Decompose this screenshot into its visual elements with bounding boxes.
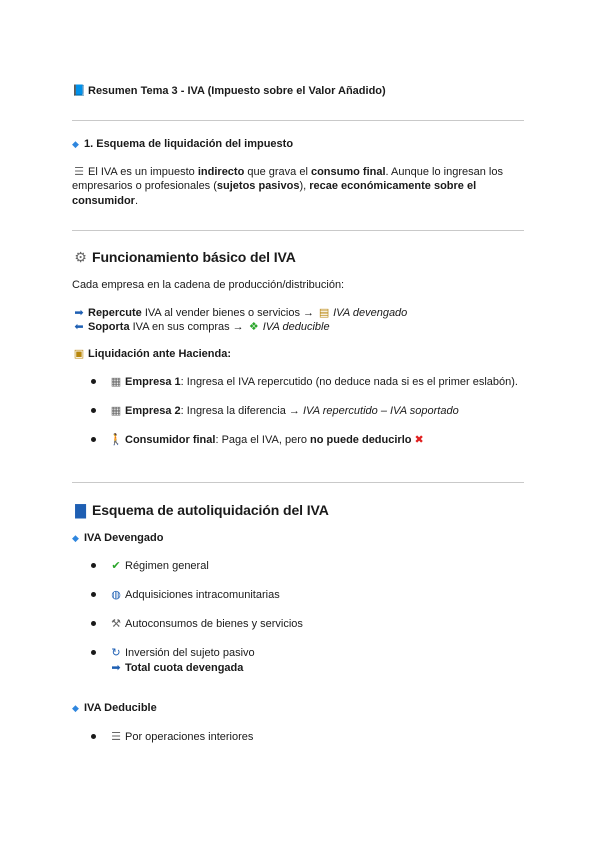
list-item: ▦ Empresa 1: Ingresa el IVA repercutido (no deduce nada si es el primer eslabón). — [110, 375, 518, 388]
bullet — [91, 734, 96, 739]
diamond-icon: ◆ — [72, 533, 79, 543]
liquidacion-heading: ▣ Liquidación ante Hacienda: — [73, 347, 232, 360]
bullet — [91, 621, 96, 626]
list-item: 🚶 Consumidor final: Paga el IVA, pero no puede deducirlo ✖ — [109, 433, 424, 446]
diamond-icon: ◆ — [72, 139, 79, 149]
page-title: 📘 Resumen Tema 3 - IVA (Impuesto sobre el Valor Añadido) — [72, 84, 386, 97]
globe-icon: ◍ — [111, 588, 121, 601]
bullet — [91, 379, 96, 384]
briefcase-icon: ▣ — [73, 347, 85, 360]
list-icon: ☰ — [111, 730, 121, 743]
subheading-deducible: ◆ IVA Deducible — [72, 702, 157, 714]
paragraph-line: ☰ El IVA es un impuesto indirecto que grava el consumo final. Aunque lo ingresan los — [72, 164, 503, 180]
gear-icon: ⚙ — [74, 250, 87, 266]
list-item: ◍ Adquisiciones intracomunitarias — [109, 587, 280, 603]
ledger-icon: ▤ — [318, 306, 330, 319]
paragraph-line: empresarios o profesionales (sujetos pasivos), recae económicamente sobre el — [72, 180, 477, 192]
divider — [72, 120, 524, 121]
check-icon: ✔ — [111, 559, 121, 572]
money-icon: ❖ — [248, 320, 259, 333]
bullet — [91, 592, 96, 597]
section-heading-autoliquidacion: ▇ Esquema de autoliquidación del IVA — [72, 502, 329, 519]
divider — [72, 230, 524, 231]
arrow-right-icon: ➡ — [74, 306, 84, 319]
list-item: ⚒ Autoconsumos de bienes y servicios — [109, 616, 303, 632]
soporta-line: ⬅ Soporta IVA en sus compras → ❖ IVA deducible — [72, 319, 330, 335]
book-icon: 📘 — [72, 84, 86, 97]
total-line: ➡ Total cuota devengada — [109, 660, 243, 676]
bullet — [91, 437, 96, 442]
tools-icon: ⚒ — [111, 617, 121, 630]
paragraph-line: consumidor. — [72, 195, 139, 207]
intro-text: Cada empresa en la cadena de producción/distribución: — [72, 279, 345, 291]
subheading-devengado: ◆ IVA Devengado — [72, 532, 164, 544]
cross-icon: ✖ — [414, 434, 424, 446]
bullet — [91, 563, 96, 568]
chart-icon: ▇ — [75, 503, 86, 519]
section-heading-liquidacion: ◆ 1. Esquema de liquidación del impuesto — [72, 138, 294, 150]
building-icon: ▦ — [110, 404, 122, 417]
section-heading-funcionamiento: ⚙ Funcionamiento básico del IVA — [72, 249, 296, 266]
list-item: ✔ Régimen general — [109, 558, 209, 574]
arrow-right-icon: ➡ — [111, 661, 121, 674]
arrow-left-icon: ⬅ — [74, 320, 84, 333]
list-item: ↻ Inversión del sujeto pasivo — [109, 645, 255, 661]
repercute-line: ➡ Repercute IVA al vender bienes o servicios → ▤ IVA devengado — [72, 305, 407, 321]
divider — [72, 482, 524, 483]
cycle-icon: ↻ — [111, 646, 121, 659]
list-item: ☰ Por operaciones interiores — [109, 729, 253, 745]
bullet — [91, 650, 96, 655]
building-icon: ▦ — [110, 375, 122, 388]
list-item: ▦ Empresa 2: Ingresa la diferencia → IVA repercutido – IVA soportado — [110, 404, 459, 417]
list-icon: ☰ — [74, 165, 84, 178]
diamond-icon: ◆ — [72, 703, 79, 713]
bullet — [91, 408, 96, 413]
person-icon: 🚶 — [109, 433, 123, 446]
